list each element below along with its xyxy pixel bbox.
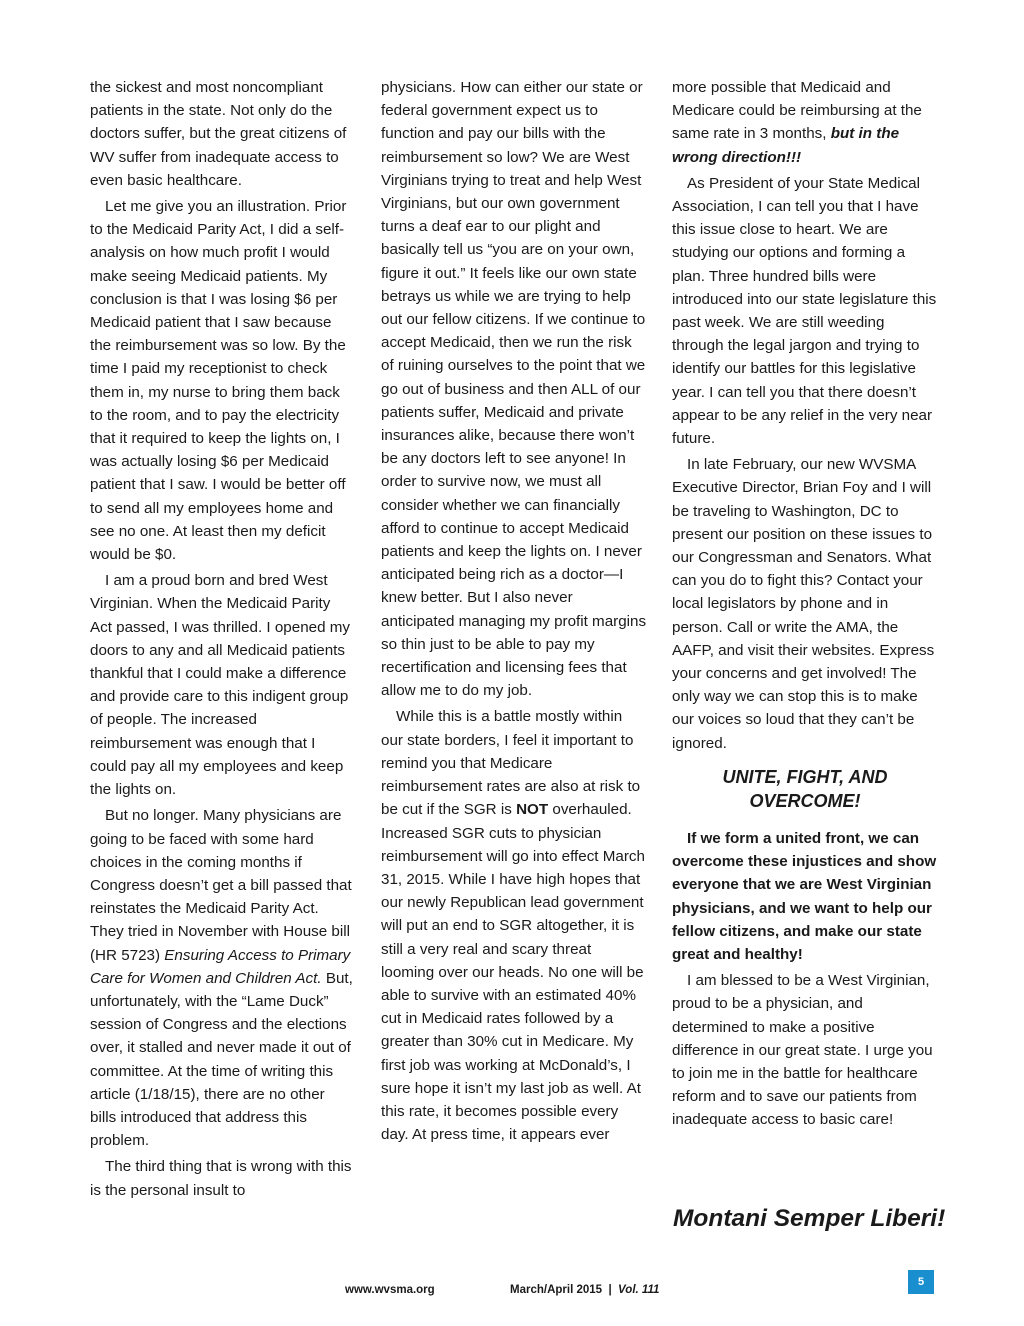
volume: Vol. 111	[618, 1284, 660, 1296]
article-column-3	[672, 76, 938, 1135]
issue-date: March/April 2015	[510, 1284, 603, 1296]
text-run: But, unfortunately, with the “Lame Duck” session of Congress and the elections over, it stalled and never made it out of committee. At the time of writing this article (1/18/15), there are no other bills introduced that address this problem.	[90, 969, 353, 1150]
headline-line-1: UNITE, FIGHT, AND	[722, 766, 888, 787]
paragraph: The third thing that is wrong with this is the personal insult to	[90, 1158, 352, 1199]
paragraph	[672, 76, 938, 169]
headline-line-2: OVERCOME!	[749, 790, 861, 811]
footer-website-link[interactable]: www.wvsma.org	[345, 1284, 435, 1296]
page-number-badge: 5	[908, 1270, 934, 1294]
paragraph: As President of your State Medical Association, I can tell you that I have this issue close to heart. We are studying our options and forming a plan. Three hundred bills were introduced into our state legislature this past week. We are still weeding through the legal jargon and trying to identify our battles for this legislative year. I can tell you that there doesn’t appear to be any relief in the very near future.	[672, 174, 937, 448]
section-headline	[672, 765, 938, 813]
paragraph: I am a proud born and bred West Virginian. When the Medicaid Parity Act passed, I was thrilled. I opened my doors to any and all Medicaid patients thankful that I could make a difference and provide care to this indigent group of people. The increased reimbursement was enough that I could pay all my employees and keep the lights on.	[90, 572, 351, 799]
state-motto: Montani Semper Liberi!	[673, 1205, 946, 1232]
paragraph: physicians. How can either our state or federal government expect us to function and pay our bills with the reimbursement so low? We are West Virginians trying to treat and help West Virginians, but our own government turns a deaf ear to our plight and basically tell us “you are on your own, figure it out.” It feels like our own state betrays us while we are trying to help out our fellow citizens. If we continue to accept Medicaid, then we run the risk of ruining ourselves to the point that we go out of business and then ALL of our patients suffer, Medicaid and private insurances alike, because there won’t be any doctors left to see anyone! In order to survive now, we must all consider whether we can financially afford to continue to accept Medicaid patients and keep the lights on. I never anticipated being rich as a doctor—I knew better. But I also never anticipated managing my profit margins so thin just to be able to pay my recertification and licensing fees that allow me to do my job.	[381, 79, 647, 700]
paragraph: the sickest and most noncompliant patients in the state. Not only do the doctors suffer, but the great citizens of WV suffer from inadequate access to even basic healthcare.	[90, 79, 347, 189]
separator: |	[608, 1284, 612, 1296]
paragraph: In late February, our new WVSMA Executive Director, Brian Foy and I will be traveling to Washington, DC to present our position on these issues to our Congressman and Senators. What can you do to fight this? Contact your local legislators by phone and in person. Call or write the AMA, the AAFP, and visit their websites. Express your concerns and get involved! The only way we can stop this is to make our voices so loud that they can’t be ignored.	[672, 456, 935, 752]
text-run: But no longer. Many physicians are going to be faced with some hard choices in the coming months if Congress doesn’t get a bill passed that reinstates the Medicaid Parity Act. They tried in November with House bill (HR 5723)	[90, 807, 352, 964]
paragraph: I am blessed to be a West Virginian, proud to be a physician, and determined to make a positive difference in our great state. I urge you to join me in the battle for healthcare reform and to save our patients from inadequate access to basic care!	[672, 972, 933, 1129]
text-run: more possible that Medicaid and Medicare could be reimbursing at the same rate in 3 months,	[672, 79, 922, 143]
bill-title: Ensuring Access to Primary Care for Women and Children Act.	[90, 946, 351, 987]
text-run: overhauled. Increased SGR cuts to physician reimbursement will go into effect March 31, 2015. While I have high hopes that our newly Republican lead government will put an end to SGR altogether, it is still a very real and scary threat looming over our heads. No one will be able to survive with an estimated 40% cut in Medicaid rates followed by a greater than 30% cut in Medicare. My first job was working at McDonald’s, I sure hope it isn’t my last job as well. At this rate, it becomes possible every day. At press time, it appears ever	[381, 801, 645, 1144]
text-run: While this is a battle mostly within our state borders, I feel it important to remind you that Medicare reimbursement rates are also at risk to be cut if the SGR is	[381, 708, 641, 819]
paragraph	[90, 804, 354, 1152]
paragraph: Let me give you an illustration. Prior to the Medicaid Parity Act, I did a self-analysis on how much profit I would make seeing Medicaid patients. My conclusion is that I was losing $6 per Medicaid patient that I saw because the reimbursement was so low. By the time I paid my receptionist to check them in, my nurse to bring them back to the room, and to pay the electricity that it required to keep the lights on, I was actually losing $6 per Medicaid patient that I saw. I would be better off to send all my employees home and see no one. At least then my deficit would be $0.	[90, 198, 347, 564]
article-column-1	[90, 76, 354, 1205]
emphasis-not: NOT	[516, 801, 549, 819]
article-column-2	[381, 76, 647, 1149]
emphasis-direction: but in the wrong direction!!!	[672, 125, 900, 166]
footer-issue-info	[510, 1284, 659, 1296]
bold-paragraph: If we form a united front, we can overcome these injustices and show everyone that we are West Virginian physicians, and we want to help our fellow citizens, and make our state great and healthy!	[672, 829, 937, 963]
paragraph	[381, 705, 647, 1146]
